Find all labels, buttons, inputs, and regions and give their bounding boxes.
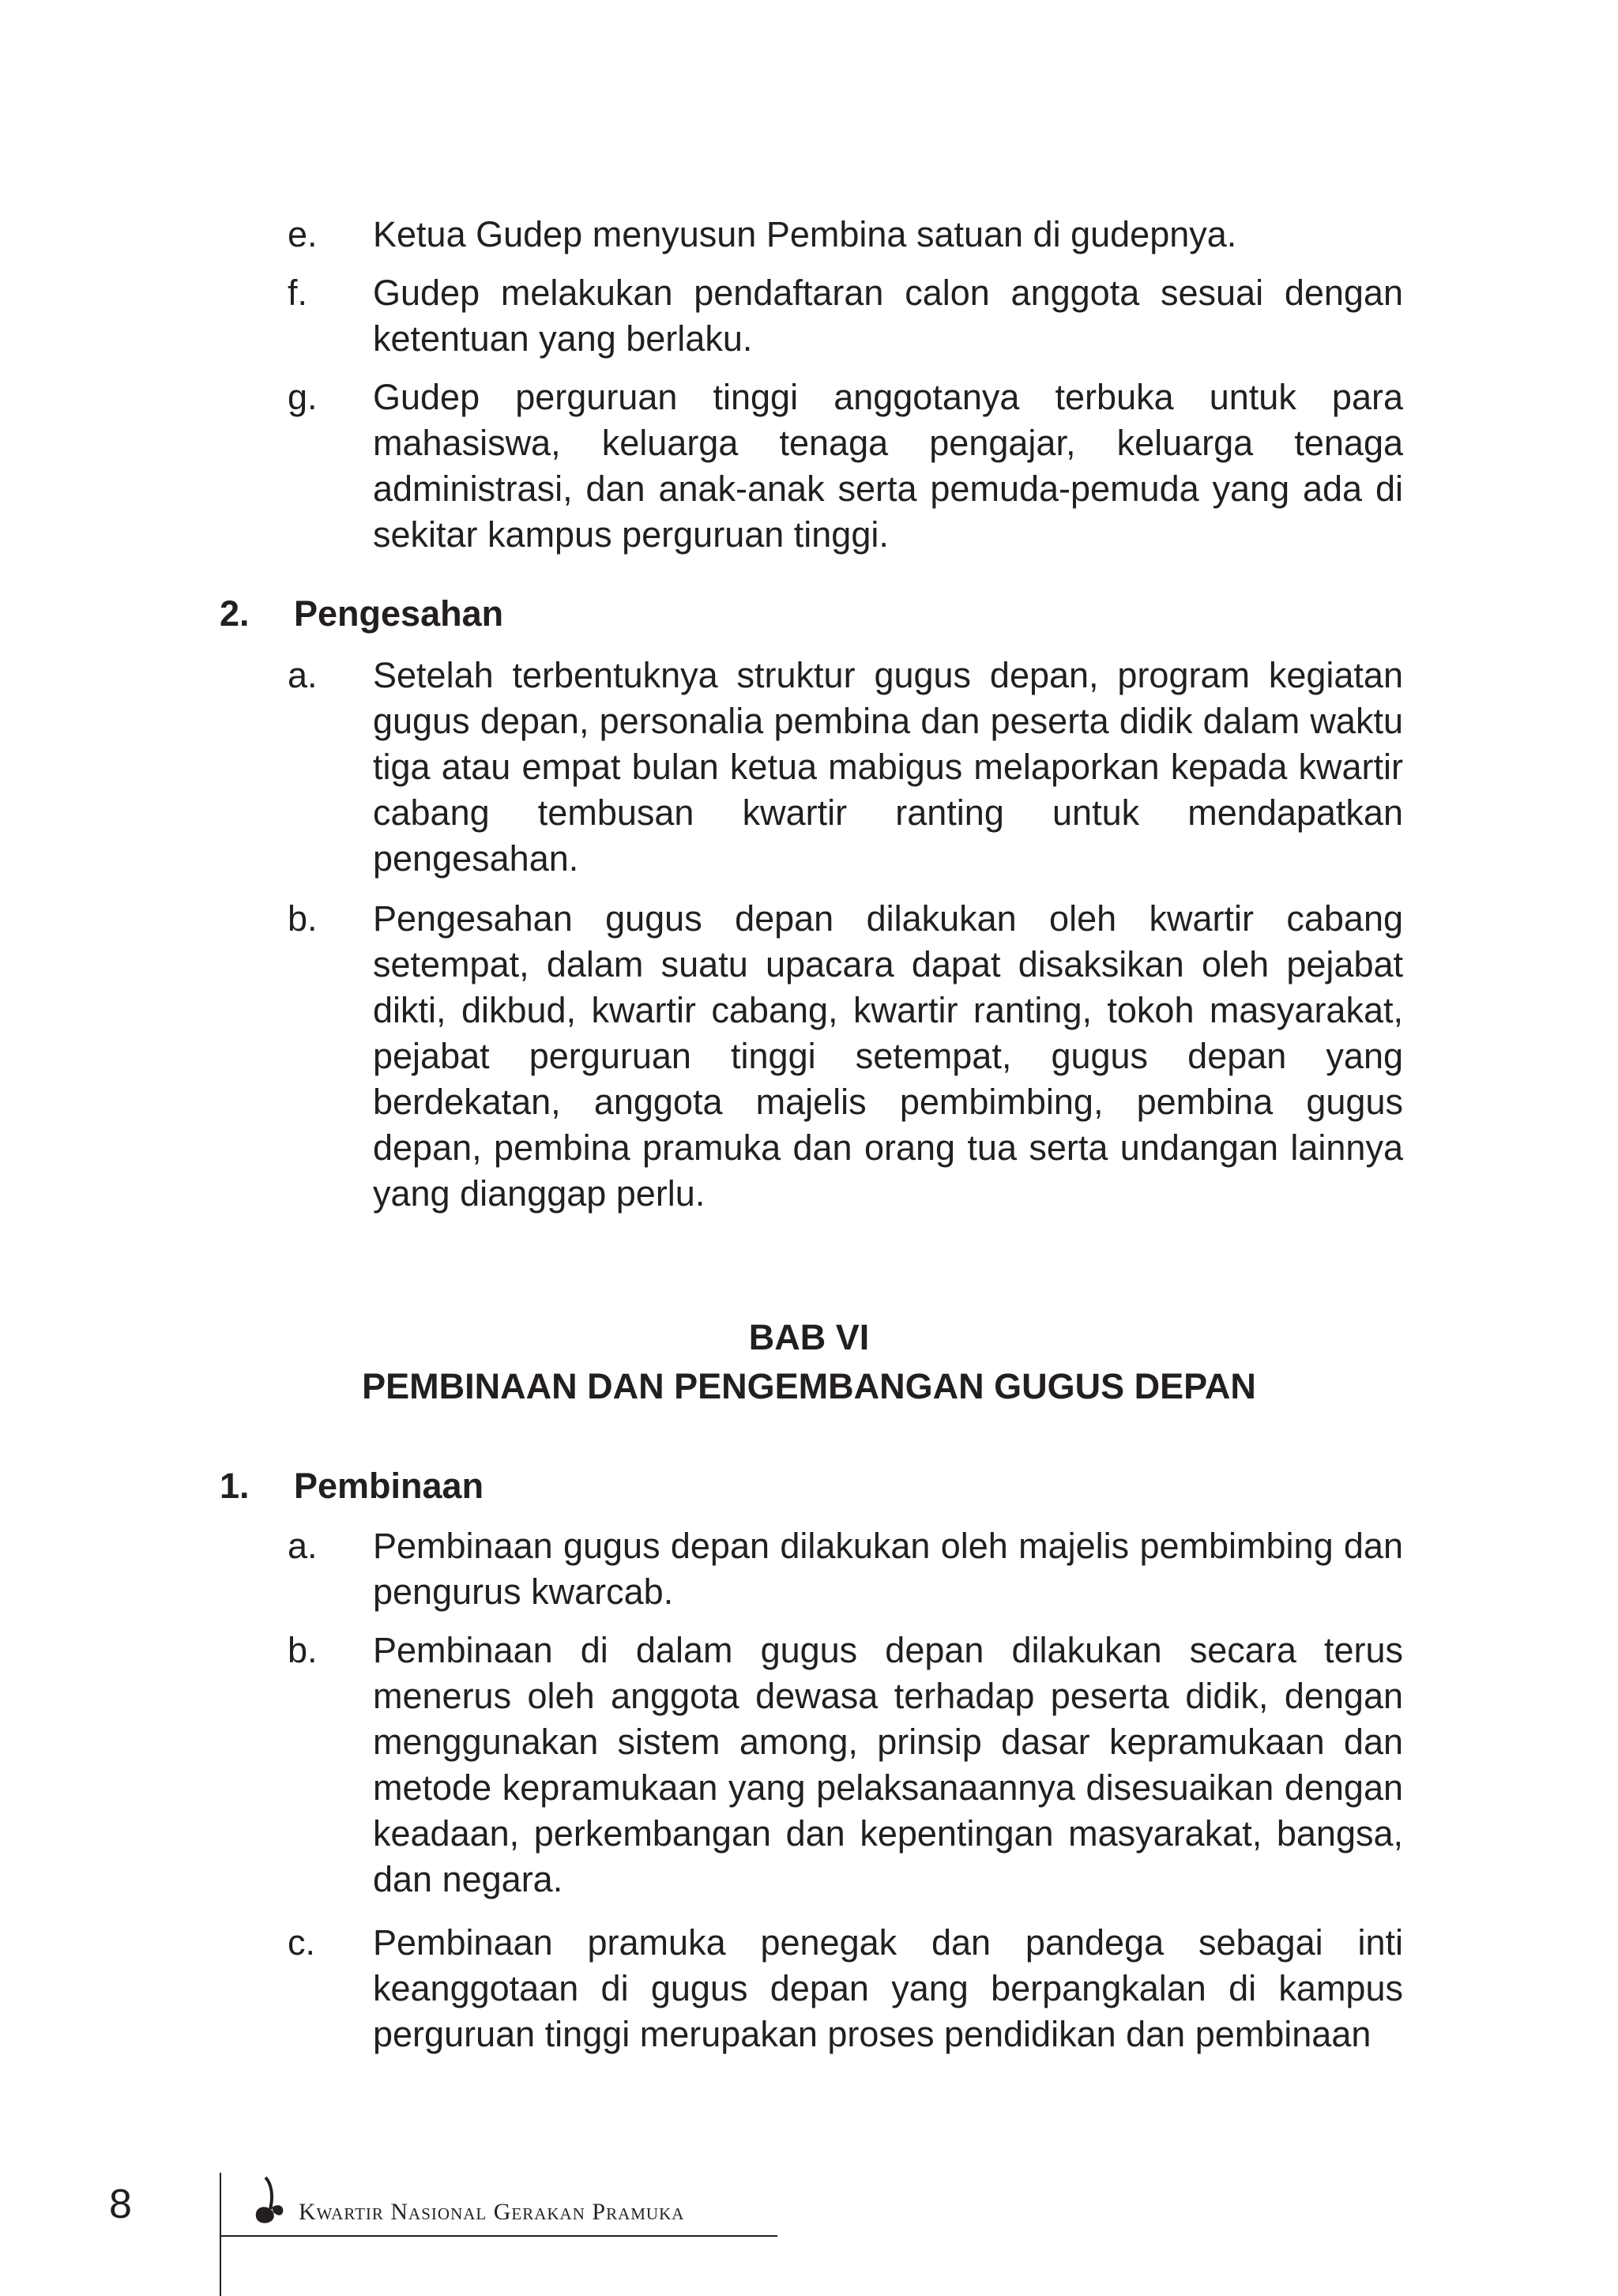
item-marker: a.: [288, 655, 318, 695]
footer-divider-vertical: [220, 2173, 221, 2296]
item-text: Gudep melakukan pendaftaran calon anggota sesuai dengan ketentuan yang berlaku.: [373, 273, 1403, 359]
item-marker: g.: [288, 377, 318, 417]
list-item: [288, 896, 1403, 1217]
item-marker: b.: [288, 898, 318, 939]
list-item: [288, 375, 1403, 558]
chapter-title: PEMBINAAN DAN PENGEMBANGAN GUGUS DEPAN: [362, 1366, 1256, 1406]
item-text: Setelah terbentuknya struktur gugus depan, program kegiatan gugus depan, personalia pembina dan peserta didik dalam waktu tiga atau empat bulan ketua mabigus melaporkan kepada kwartir cabang tembusan kwartir ranting untuk mendapatkan pengesahan.: [373, 655, 1403, 879]
list-item: [288, 212, 1403, 258]
tunas-kelapa-icon: [250, 2173, 289, 2228]
publisher-name: Kwartir Nasional Gerakan Pramuka: [299, 2199, 685, 2225]
list-item: [288, 1523, 1403, 1615]
section-number: 1.: [220, 1466, 250, 1506]
item-text: Pembinaan di dalam gugus depan dilakukan secara terus menerus oleh anggota dewasa terhadap peserta didik, dengan menggunakan sistem among, prinsip dasar kepramukaan dan metode kepramukaan yang pelaksanaannya disesuaikan dengan keadaan, perkembangan dan kepentingan masyarakat, bangsa, dan negara.: [373, 1630, 1403, 1899]
list-item: [288, 1920, 1403, 2057]
item-marker: f.: [288, 273, 308, 313]
item-text: Pembinaan pramuka penegak dan pandega sebagai inti keanggotaan di gugus depan yang berpangkalan di kampus perguruan tinggi merupakan proses pendidikan dan pembinaan: [373, 1922, 1403, 2054]
section-number: 2.: [220, 593, 250, 634]
section-title: Pengesahan: [294, 593, 504, 634]
list-item: [288, 653, 1403, 882]
section-heading: [220, 591, 773, 637]
item-marker: e.: [288, 214, 318, 254]
footer-divider-horizontal: [220, 2235, 777, 2237]
section-heading: [220, 1463, 773, 1509]
chapter-label: BAB VI: [748, 1317, 870, 1357]
item-marker: a.: [288, 1526, 318, 1566]
item-marker: b.: [288, 1630, 318, 1670]
list-item: [288, 270, 1403, 362]
item-text: Pengesahan gugus depan dilakukan oleh kwartir cabang setempat, dalam suatu upacara dapat disaksikan oleh pejabat dikti, dikbud, kwartir cabang, kwartir ranting, tokoh masyarakat, pejabat perguruan tinggi setempat, gugus depan yang berdekatan, anggota majelis pembimbing, pembina gugus depan, pembina pramuka dan orang tua serta undangan lainnya yang dianggap perlu.: [373, 898, 1403, 1214]
item-text: Ketua Gudep menyusun Pembina satuan di gudepnya.: [373, 214, 1237, 254]
list-item: [288, 1628, 1403, 1903]
page-number: 8: [109, 2181, 132, 2227]
item-marker: c.: [288, 1922, 316, 1963]
item-text: Gudep perguruan tinggi anggotanya terbuka untuk para mahasiswa, keluarga tenaga pengajar, keluarga tenaga administrasi, dan anak-anak serta pemuda-pemuda yang ada di sekitar kampus perguruan tinggi.: [373, 377, 1403, 555]
item-text: Pembinaan gugus depan dilakukan oleh majelis pembimbing dan pengurus kwarcab.: [373, 1526, 1403, 1612]
section-title: Pembinaan: [294, 1466, 484, 1506]
